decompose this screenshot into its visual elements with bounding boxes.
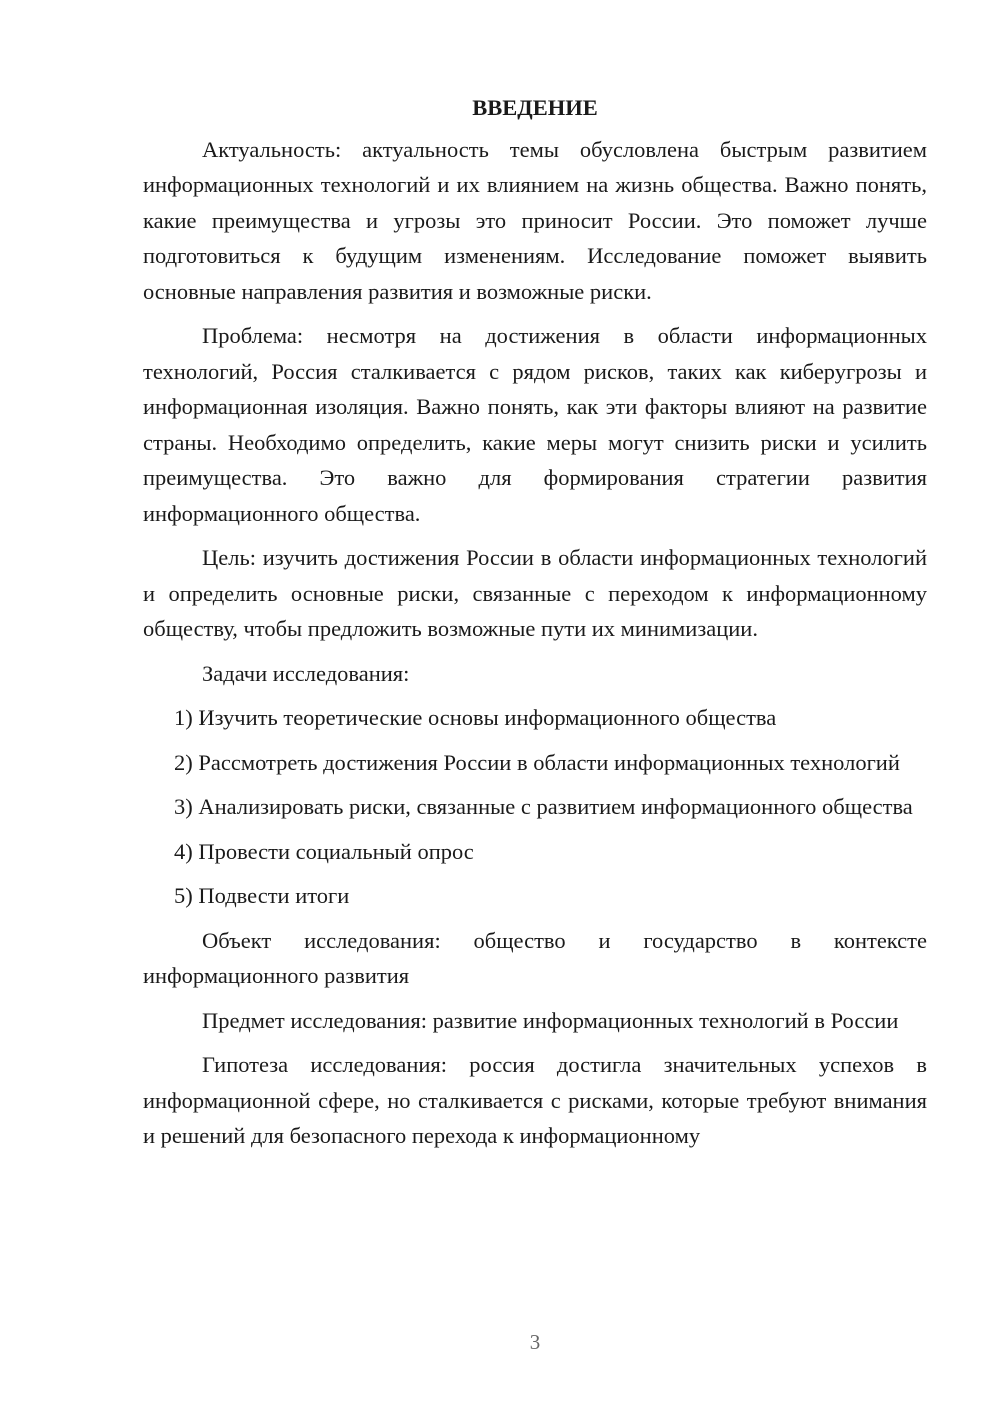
task-item-5: 5) Подвести итоги bbox=[174, 883, 350, 908]
task-item-2: 2) Рассмотреть достижения России в области информационных технологий bbox=[174, 749, 900, 775]
task-item-1: 1) Изучить теоретические основы информационного общества bbox=[174, 705, 777, 730]
section-title: ВВЕДЕНИЕ bbox=[472, 95, 598, 120]
paragraph-goal: Цель: изучить достижения России в области информационных технологий и определить основные риски, связанные с переходом к информационному обществу, чтобы предложить возможные пути их минимизации. bbox=[143, 545, 927, 641]
paragraph-tasks-heading: Задачи исследования: bbox=[202, 660, 410, 686]
paragraph-relevance: Актуальность: актуальность темы обусловлена быстрым развитием информационных технологий и их влиянием на жизнь общества. Важно понять, какие преимущества и угрозы это приносит России. Это поможет лучше подготовиться к будущим изменениям. Исследование поможет выявить основные направления развития и возможные риски. bbox=[143, 136, 927, 304]
paragraph-problem: Проблема: несмотря на достижения в области информационных технологий, Россия сталкивается с рядом рисков, таких как киберугрозы и информационная изоляция. Важно понять, как эти факторы влияют на развитие страны. Необходимо определить, какие меры могут снизить риски и усилить преимущества. Это важно для формирования стратегии развития информационного общества. bbox=[143, 323, 927, 526]
page-number: 3 bbox=[529, 1330, 541, 1354]
paragraph-subject: Предмет исследования: развитие информационных технологий в России bbox=[202, 1007, 899, 1033]
page-content bbox=[143, 90, 927, 1163]
task-item-4: 4) Провести социальный опрос bbox=[174, 838, 474, 864]
task-item-3: 3) Анализировать риски, связанные с развитием информационного общества bbox=[174, 794, 913, 819]
paragraph-object: Объект исследования: общество и государство в контексте информационного развития bbox=[143, 927, 927, 988]
paragraph-hypothesis: Гипотеза исследования: россия достигла значительных успехов в информационной сфере, но сталкивается с рисками, которые требуют внимания и решений для безопасного перехода к информационному bbox=[143, 1052, 927, 1148]
